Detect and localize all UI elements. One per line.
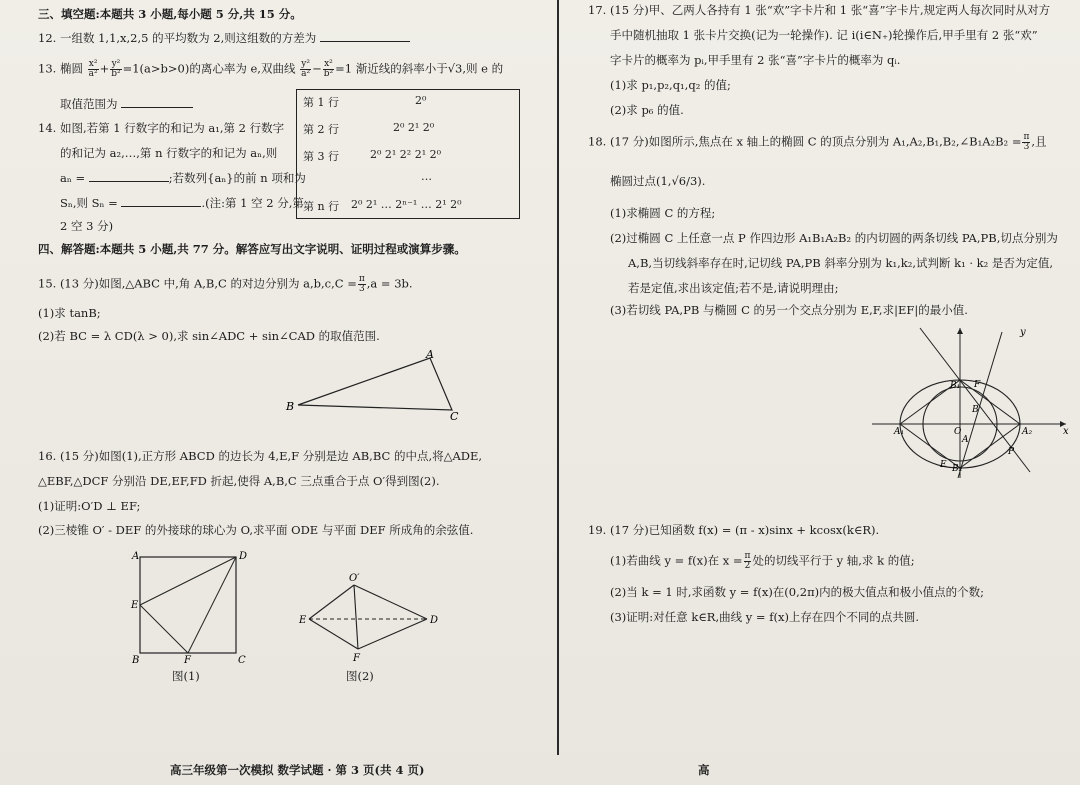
q12-answer-blank[interactable] — [320, 30, 410, 42]
fig2-label-f: F — [353, 653, 360, 664]
fig2-label-e: E — [299, 615, 307, 626]
fold-line-fd — [188, 557, 236, 653]
tangent-line-pb — [958, 332, 1002, 478]
label-b: B — [972, 405, 979, 415]
fig1-label-f: F — [184, 655, 191, 666]
axis-label-x: x — [1063, 426, 1069, 437]
edge-od — [354, 585, 427, 619]
question-18: 18. (17 分)如图所示,焦点在 x 轴上的椭圆 C 的顶点分别为 A₁,A₂,B₁,B₂,∠B₁A₂B₂ = $\frac{\pi}{3}$ ,且 — [588, 132, 1047, 152]
square-abcd — [140, 557, 236, 653]
q17-part1: (1)求 p₁,p₂,q₁,q₂ 的值; — [610, 78, 731, 92]
q15-part1: (1)求 tanB; — [38, 306, 101, 320]
edge-ef — [309, 619, 358, 649]
q16-line2: △EBF,△DCF 分别沿 DE,EF,FD 折起,使得 A,B,C 三点重合于点 O′得到图(2). — [38, 474, 440, 488]
q13-answer-blank[interactable] — [121, 96, 193, 108]
tri-row-1-label: 第 1 行 — [303, 96, 339, 109]
tri-row-3-values: 2⁰ 2¹ 2² 2¹ 2⁰ — [370, 148, 442, 161]
q14-line1: 14. 如图,若第 1 行数字的和记为 a₁,第 2 行数字 — [38, 121, 285, 135]
axis-label-y: y — [1020, 327, 1026, 338]
q18-frac-pi-3: $\frac{\pi}{3}$ — [1023, 132, 1030, 152]
q16-line1: 16. (15 分)如图(1),正方形 ABCD 的边长为 4,E,F 分别是边 AB,BC 的中点,将△ADE, — [38, 449, 483, 463]
q16-part2: (2)三棱锥 O′ - DEF 的外接球的球心为 O,求平面 ODE 与平面 DEF 所成角的余弦值. — [38, 523, 474, 537]
q13-text-c: =1 渐近线的斜率小于√3,则 e 的 — [335, 61, 504, 76]
q13-frac-x-a: $\frac{\text{x²}}{\text{a²}}$ — [88, 59, 98, 79]
q16-part1: (1)证明:O′D ⊥ EF; — [38, 499, 141, 513]
q18-part3: (3)若切线 PA,PB 与椭圆 C 的另一个交点分别为 E,F,求|EF|的最小值. — [610, 303, 968, 317]
q13-text-a: 13. 椭圆 — [38, 61, 83, 76]
q13-text-b: =1(a>b>0)的离心率为 e,双曲线 — [122, 61, 296, 76]
section3-title: 三、填空题:本题共 3 小题,每小题 5 分,共 15 分。 — [38, 7, 302, 21]
q18-part2-line1: (2)过椭圆 C 上任意一点 P 作四边形 A₁B₁A₂B₂ 的内切圆的两条切线 PA,PB,切点分别为 — [610, 231, 1058, 245]
fig1-label-a: A — [132, 551, 140, 562]
edge-fd — [358, 619, 427, 649]
question-13: 13. 椭圆 $\frac{\text{x²}}{\text{a²}}$ + $\frac{\text{y²}}{\text{b²}}$ =1(a>b>0)的离心率为 e,双曲线 $\frac{\text{y²}}{\text{a²}}$ − $\frac{\text{x²}}{\text{b²}}$ =1 渐近线的斜率小于√3,则 e 的 — [38, 59, 504, 79]
column-divider — [557, 0, 559, 755]
vertex-a-label: A — [426, 348, 434, 361]
tri-row-2-values: 2⁰ 2¹ 2⁰ — [393, 121, 435, 134]
q17-line1: 17. (15 分)甲、乙两人各持有 1 张“欢”字卡片和 1 张“喜”字卡片,规定两人每次同时从对方 — [588, 3, 1051, 17]
label-o: O — [954, 427, 962, 437]
q15-part2: (2)若 BC = λ CD(λ > 0),求 sin∠ADC + sin∠CAD 的取值范围. — [38, 329, 380, 343]
section4-title: 四、解答题:本题共 5 小题,共 77 分。解答应写出文字说明、证明过程或演算步骤。 — [38, 242, 466, 256]
label-f: F — [974, 380, 981, 390]
q14-line4: Sₙ,则 Sₙ = .(注:第 1 空 2 分,第 — [60, 196, 304, 210]
q19-line1: 19. (17 分)已知函数 f(x) = (π - x)sinx + kcosx(k∈R). — [588, 523, 880, 537]
triangle-abc-figure — [280, 348, 470, 423]
right-page-footer: 高 — [698, 763, 710, 777]
tri-row-2-label: 第 2 行 — [303, 123, 339, 136]
tri-row-ellipsis: … — [421, 170, 432, 183]
label-a1: A₁ — [894, 427, 905, 437]
label-a: A — [962, 435, 969, 445]
q13-frac-x-b: $\frac{\text{x²}}{\text{b²}}$ — [323, 59, 334, 79]
question-12 — [38, 30, 410, 46]
tri-row-3-label: 第 3 行 — [303, 150, 339, 163]
triangle-abc-outline — [298, 358, 452, 410]
fig1-label-c: C — [238, 655, 246, 666]
q15-frac-pi-3: $\frac{\pi}{3}$ — [358, 274, 365, 294]
label-a2: A₂ — [1022, 427, 1033, 437]
fig2-caption: 图(2) — [346, 669, 374, 683]
q12-text: 12. 一组数 1,1,x,2,5 的平均数为 2,则这组数的方差为 — [38, 31, 317, 45]
fold-line-ef — [140, 605, 188, 653]
vertex-c-label: C — [450, 410, 459, 423]
q13-range: 取值范围为 — [60, 96, 193, 112]
edge-eo — [309, 585, 354, 619]
q17-part2: (2)求 p₆ 的值. — [610, 103, 684, 117]
fig1-caption: 图(1) — [172, 669, 200, 683]
q18-part2-line2: A,B,当切线斜率存在时,记切线 PA,PB 斜率分别为 k₁,k₂,试判断 k₁ · k₂ 是否为定值, — [628, 256, 1054, 270]
fig1-label-e: E — [131, 600, 139, 611]
q17-line3: 字卡片的概率为 pᵢ,甲手里有 2 张“喜”字卡片的概率为 qᵢ. — [610, 53, 901, 67]
fold-line-de — [140, 557, 236, 605]
q17-line2: 手中随机抽取 1 张卡片交换(记为一轮操作). 记 i(i∈N₊)轮操作后,甲手里有 2 张“欢” — [610, 28, 1038, 42]
left-page-footer: 高三年级第一次模拟 数学试题 · 第 3 页(共 4 页) — [170, 763, 425, 777]
q18-part1: (1)求椭圆 C 的方程; — [610, 206, 716, 220]
q14-line5: 2 空 3 分) — [60, 219, 114, 233]
q13-frac-y-b: $\frac{\text{y²}}{\text{b²}}$ — [111, 59, 121, 79]
fig2-label-o: O′ — [349, 573, 360, 584]
q19-part1: (1)若曲线 y = f(x)在 x = $\frac{\pi}{2}$ 处的切线平行于 y 轴,求 k 的值; — [610, 551, 915, 571]
fig1-label-b: B — [132, 655, 140, 666]
tri-row-1-values: 2⁰ — [415, 94, 427, 107]
q18-part2-line3: 若是定值,求出该定值;若不是,请说明理由; — [628, 281, 839, 295]
q19-part3: (3)证明:对任意 k∈R,曲线 y = f(x)上存在四个不同的点共圆. — [610, 610, 920, 624]
edge-of — [354, 585, 358, 649]
q14-line3: aₙ = ;若数列{aₙ}的前 n 项和为 — [60, 171, 306, 185]
tri-row-n-label: 第 n 行 — [303, 200, 340, 213]
q13-frac-y-a: $\frac{\text{y²}}{\text{a²}}$ — [301, 59, 311, 79]
label-b1: B₁ — [950, 381, 961, 391]
label-b2: B₂ — [952, 464, 963, 474]
label-p: P — [1008, 447, 1015, 457]
q18-line2: 椭圆过点(1,√6/3). — [610, 174, 706, 188]
fig2-label-d: D — [430, 615, 439, 626]
q19-frac-pi-2: $\frac{\pi}{2}$ — [744, 551, 751, 571]
label-e: E — [940, 460, 947, 470]
q14-answer-blank-1[interactable] — [89, 170, 169, 182]
fig1-label-d: D — [239, 551, 248, 562]
question-15: 15. (13 分)如图,△ABC 中,角 A,B,C 的对边分别为 a,b,c,C = $\frac{\pi}{3}$ ,a = 3b. — [38, 274, 413, 294]
vertex-b-label: B — [286, 400, 295, 413]
number-triangle-table — [296, 89, 520, 219]
q19-part2: (2)当 k = 1 时,求函数 y = f(x)在(0,2π)内的极大值点和极小值点的个数; — [610, 585, 984, 599]
q14-answer-blank-2[interactable] — [121, 195, 201, 207]
q14-line2: 的和记为 a₂,…,第 n 行数字的和记为 aₙ,则 — [60, 146, 278, 160]
tri-row-n-values: 2⁰ 2¹ … 2ⁿ⁻¹ … 2¹ 2⁰ — [351, 198, 462, 211]
ellipse-tangent-figure — [870, 322, 1070, 482]
